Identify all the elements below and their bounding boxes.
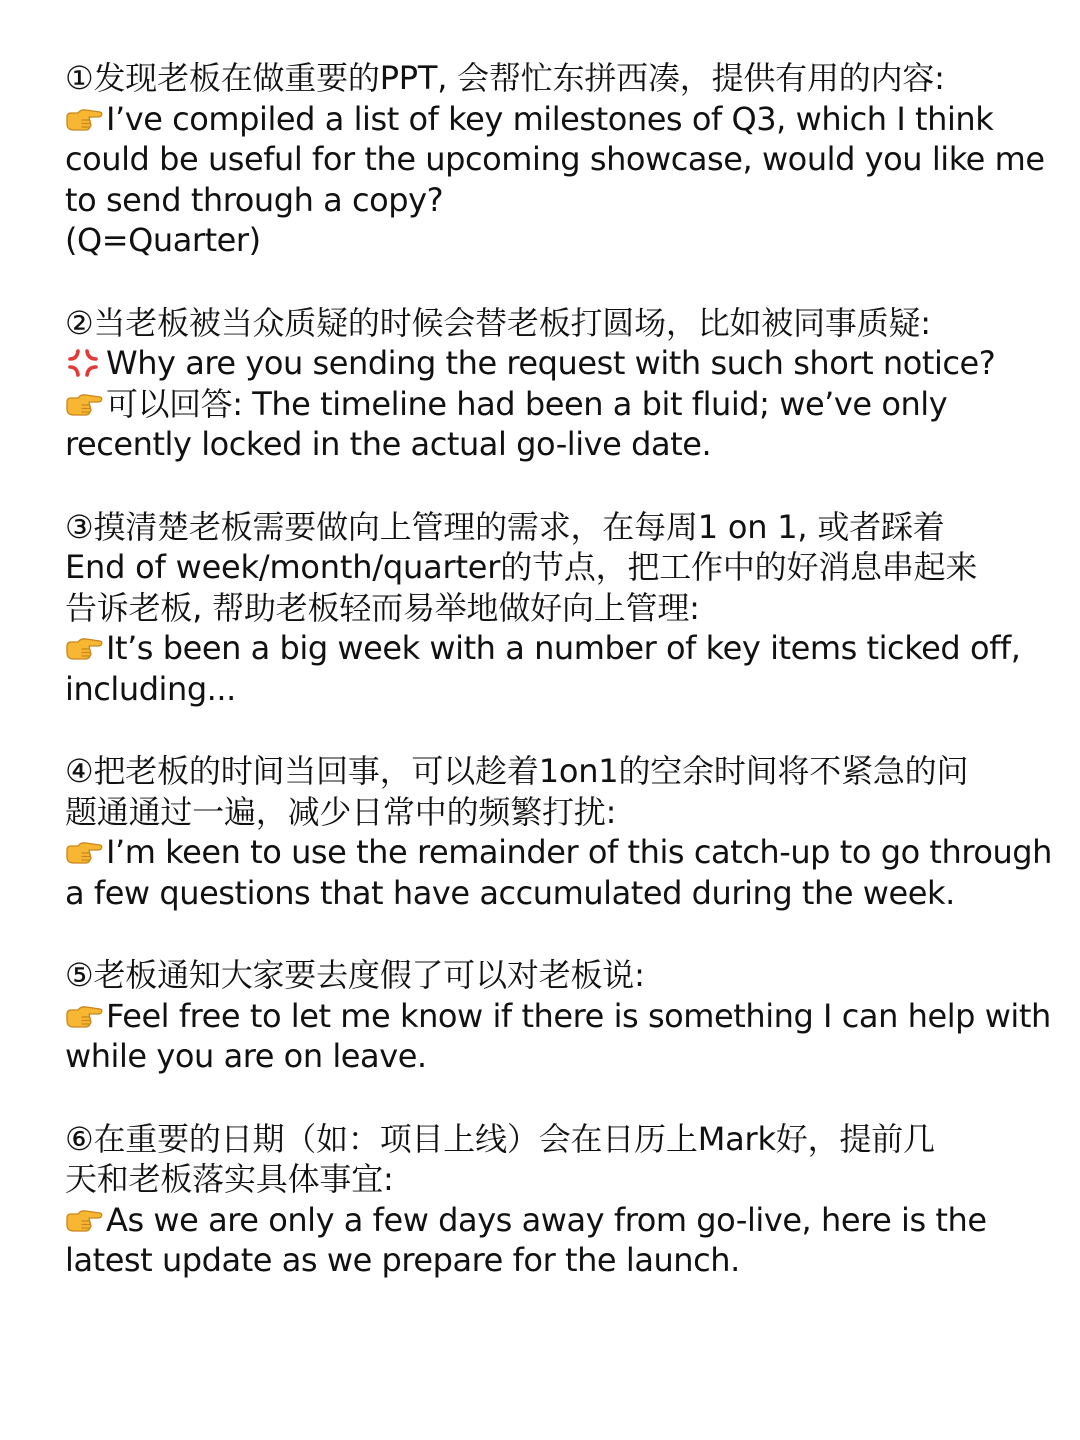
example-line: while you are on leave. (65, 1037, 427, 1075)
reply-line (65, 384, 1026, 425)
example-line: including... (65, 669, 236, 708)
question-line (65, 343, 1026, 384)
tip-section-4 (65, 751, 1053, 913)
tip-heading: ④把老板的时间当回事，可以趁着1on1的空余时间将不紧急的问 (65, 752, 969, 790)
anger-symbol-icon (65, 348, 103, 378)
backhand-index-pointing-right-icon (65, 633, 103, 663)
reply-line: recently locked in the actual go-live date. (65, 425, 712, 463)
example-text: As we are only a few days away from go-live, here is the (106, 1200, 987, 1239)
example-line (65, 1200, 1026, 1241)
example-line (65, 996, 1051, 1037)
question-text: Why are you sending the request with such short notice? (106, 344, 996, 382)
tip-section-2 (65, 303, 1026, 465)
backhand-index-pointing-right-icon (65, 1001, 103, 1031)
example-line (65, 99, 1026, 140)
tip-section-1 (65, 58, 1045, 261)
example-line: a few questions that have accumulated during the week. (65, 873, 955, 912)
tip-heading: ⑤老板通知大家要去度假了可以对老板说: (65, 956, 645, 994)
example-line (65, 628, 1026, 669)
tip-section-6 (65, 1119, 1026, 1281)
tip-heading: 题通通过一遍，减少日常中的频繁打扰: (65, 792, 617, 831)
tip-section-3 (65, 507, 1026, 710)
backhand-index-pointing-right-icon (65, 389, 103, 419)
example-line: could be useful for the upcoming showcase, would you like me (65, 140, 1045, 178)
example-text: I’ve compiled a list of key milestones of Q3, which I think (106, 99, 994, 138)
backhand-index-pointing-right-icon (65, 837, 103, 867)
backhand-index-pointing-right-icon (65, 1205, 103, 1235)
example-line: to send through a copy? (65, 180, 444, 219)
example-line (65, 832, 1053, 873)
tip-section-5 (65, 955, 1051, 1077)
reply-text: 可以回答: The timeline had been a bit fluid; we’ve only (106, 384, 948, 423)
tip-heading: End of week/month/quarter的节点，把工作中的好消息串起来 (65, 548, 978, 586)
tip-heading: ③摸清楚老板需要做向上管理的需求，在每周1 on 1, 或者踩着 (65, 507, 945, 546)
abbreviation-note: (Q=Quarter) (65, 221, 261, 259)
example-text: Feel free to let me know if there is something I can help with (106, 996, 1051, 1035)
tip-heading: ⑥在重要的日期（如：项目上线）会在日历上Mark好，提前几 (65, 1119, 935, 1158)
example-line: latest update as we prepare for the launch. (65, 1241, 740, 1279)
tip-heading: ②当老板被当众质疑的时候会替老板打圆场，比如被同事质疑: (65, 303, 931, 342)
tip-heading: ①发现老板在做重要的PPT, 会帮忙东拼西凑，提供有用的内容: (65, 59, 945, 97)
example-text: It’s been a big week with a number of key items ticked off, (106, 629, 1021, 667)
example-text: I’m keen to use the remainder of this catch-up to go through (106, 833, 1053, 871)
tip-heading: 告诉老板, 帮助老板轻而易举地做好向上管理: (65, 588, 700, 627)
backhand-index-pointing-right-icon (65, 104, 103, 134)
tip-heading: 天和老板落实具体事宜: (65, 1160, 394, 1198)
